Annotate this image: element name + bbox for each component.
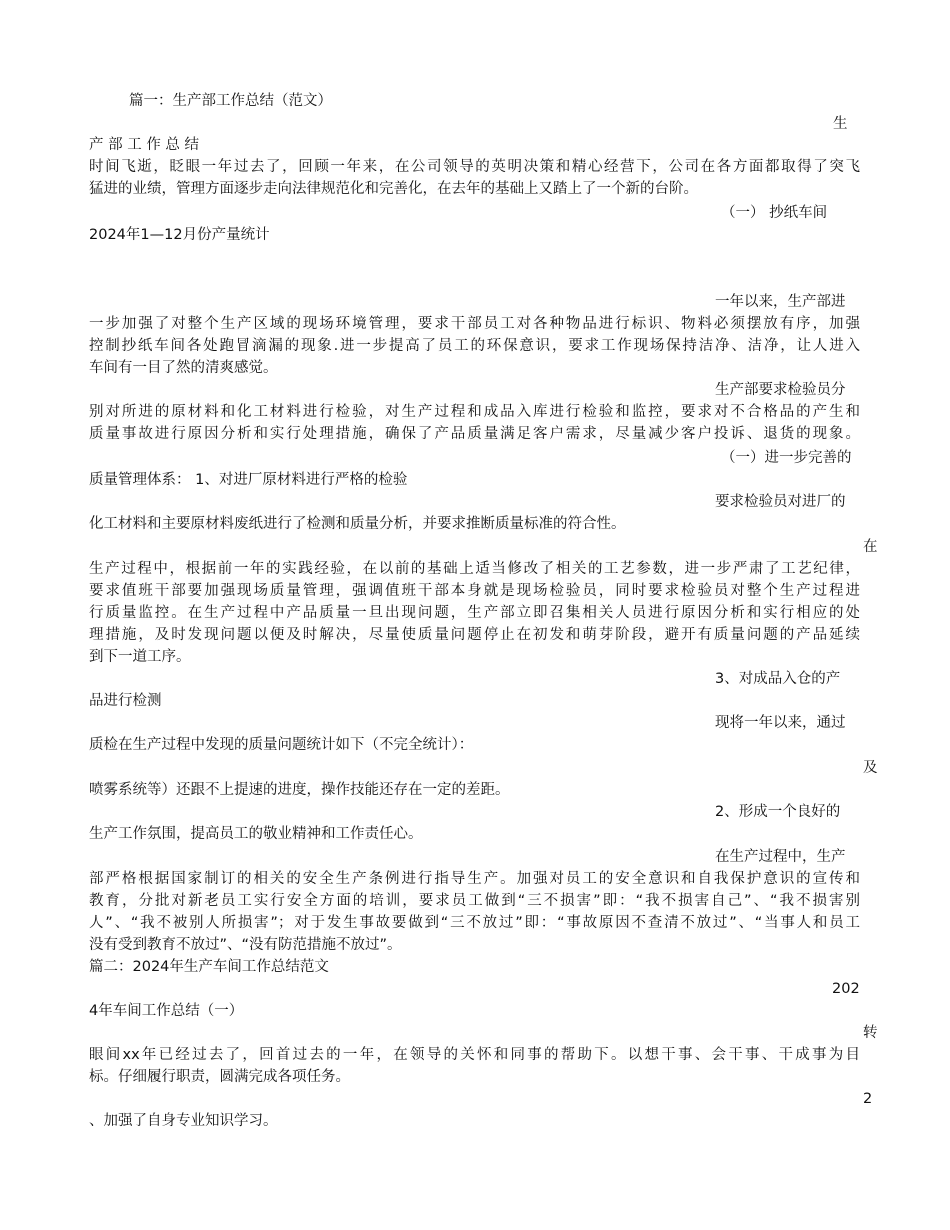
text-line: 到下一道工序。 [89,649,191,665]
text-line: 一步加强了对整个生产区域的现场环境管理，要求干部员工对各种物品进行标识、物料必须摆放有序，加强 [89,316,860,332]
text-line: 在生产过程中，生产 [715,849,846,865]
text-line: 控制抄纸车间各处跑冒滴漏的现象.进一步提高了员工的环保意识，要求工作现场保持洁净、洁净，让人进入 [89,338,860,354]
text-line: 生产过程中，根据前一年的实践经验，在以前的基础上适当修改了相关的工艺参数，进一步严肃了工艺纪律， [89,561,860,577]
text-line: 部严格根据国家制订的相关的安全生产条例进行指导生产。加强对员工的安全意识和自我保护意识的宣传和 [89,871,860,887]
section-title: 产 部 工 作 总 结 [89,137,200,153]
text-line: 喷雾系统等）还跟不上提速的进度，操作技能还存在一定的差距。 [89,782,510,798]
text-line: 眼间xx年已经过去了，回首过去的一年，在领导的关怀和同事的帮助下。以想干事、会干事、干成事为目 [89,1047,860,1063]
text-line: 品进行检测 [89,693,162,709]
text-line: 3、对成品入仓的产 [715,671,841,687]
text-line: 转 [863,1025,878,1041]
text-line: 质量管理体系： 1、对进厂原材料进行严格的检验 [89,472,408,488]
text-line: 2 [863,1091,873,1107]
text-line: 生产工作氛围，提高员工的敬业精神和工作责任心。 [89,826,423,842]
text-line: 在 [863,539,878,555]
text-line: 2、形成一个良好的 [715,804,841,820]
text-line: 人”、“我不被别人所损害”；对于发生事故要做到“三不放过”即：“事故原因不查清不放过”、“当事人和员工 [89,915,860,931]
text-line: 标。仔细履行职责，圆满完成各项任务。 [89,1069,350,1085]
article-heading-2: 篇二：2024年生产车间工作总结范文 [89,959,329,975]
text-line: 一年以来，生产部进 [715,294,846,310]
text-line: 化工材料和主要原材料废纸进行了检测和质量分析，并要求推断质量标准的符合性。 [89,516,626,532]
text-line: 没有受到教育不放过”、“没有防范措施不放过”。 [89,937,402,953]
text-line: 生产部要求检验员分 [715,382,846,398]
subsection-heading: （一）进一步完善的 [721,450,852,466]
text-line: 质检在生产过程中发现的质量问题统计如下（不完全统计）： [89,737,474,753]
text-line: 教育，分批对新老员工实行安全方面的培训，要求员工做到“三不损害”即：“我不损害自己”、“我不损害别 [89,893,860,909]
text-line: 及 [863,760,878,776]
text-line: 要求值班干部要加强现场质量管理，强调值班干部本身就是现场检验员，同时要求检验员对整个生产过程进 [89,583,860,599]
text-line: 、加强了自身专业知识学习。 [89,1113,278,1129]
section-title: 4年车间工作总结（一） [89,1003,244,1019]
text-line: 要求检验员对进厂的 [715,494,846,510]
text-line: 2024年1—12月份产量统计 [89,227,270,243]
text-line: 猛进的业绩，管理方面逐步走向法律规范化和完善化，在去年的基础上又踏上了一个新的台阶。 [89,181,698,197]
text-line: 理措施，及时发现问题以便及时解决，尽量使质量问题停止在初发和萌芽阶段，避开有质量问题的产品延续 [89,627,860,643]
article-heading-1: 篇一：生产部工作总结（范文） [129,93,332,109]
text-line: 时间飞逝，眨眼一年过去了，回顾一年来，在公司领导的英明决策和精心经营下，公司在各方面都取得了突飞 [89,159,860,175]
text-line: 行质量监控。在生产过程中产品质量一旦出现问题，生产部立即召集相关人员进行原因分析和实行相应的处 [89,605,860,621]
text-line: 202 [832,981,860,997]
subsection-heading: （一） 抄纸车间 [721,205,828,221]
text-line: 别对所进的原材料和化工材料进行检验，对生产过程和成品入库进行检验和监控，要求对不合格品的产生和 [89,404,860,420]
text-line: 生 [833,116,848,132]
text-line: 车间有一目了然的清爽感觉。 [89,360,278,376]
text-line: 质量事故进行原因分析和实行处理措施，确保了产品质量满足客户需求，尽量减少客户投诉、退货的现象。 [89,426,860,442]
text-line: 现将一年以来，通过 [715,715,846,731]
